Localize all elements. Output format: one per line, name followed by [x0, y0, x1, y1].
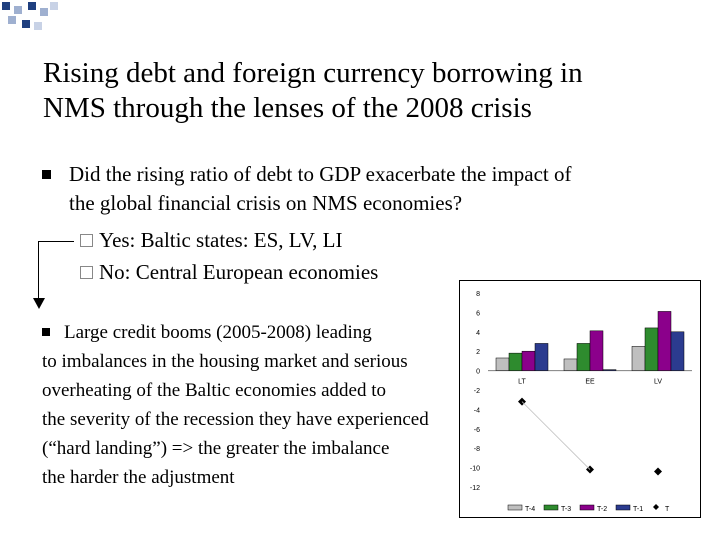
y-tick-label: -6 — [473, 426, 480, 434]
para-line-1: Large credit booms (2005-2008) leading — [64, 322, 372, 343]
bar-T-2-EE — [590, 331, 603, 371]
para-line-2: to imbalances in the housing market and serious — [42, 351, 408, 372]
bullet-1-line-1: Did the rising ratio of debt to GDP exacerbate the impact of — [69, 162, 572, 186]
bar-chart — [459, 280, 701, 518]
bullet-1-line-2: the global financial crisis on NMS economies? — [69, 191, 463, 215]
bar-T-1-EE — [603, 370, 616, 371]
legend-label-T-4: T-4 — [525, 506, 536, 513]
connector-line-vertical — [38, 241, 39, 301]
legend-label-T-2: T-2 — [597, 506, 608, 513]
arrow-down-icon — [33, 298, 45, 310]
legend-label-T-3: T-3 — [561, 506, 572, 513]
bullet-1 — [42, 160, 692, 218]
bar-T-2-LV — [658, 311, 671, 370]
checkbox-icon — [80, 266, 93, 279]
bar-T-1-LV — [671, 332, 684, 371]
chart-svg — [460, 281, 700, 517]
y-tick-label: -2 — [473, 388, 480, 395]
y-tick-label: -8 — [473, 446, 480, 454]
slide-title — [43, 56, 683, 126]
bar-T-4-EE — [564, 359, 577, 371]
y-tick-label: 0 — [476, 368, 480, 376]
y-tick-label: -10 — [469, 465, 480, 473]
bar-T-2-LT — [522, 351, 535, 370]
y-tick-label: 4 — [476, 329, 480, 337]
decorative-squares — [0, 0, 120, 40]
x-category-label: LV — [653, 378, 663, 386]
title-line-1: Rising debt and foreign currency borrowing in — [43, 57, 583, 89]
legend-label-T: T — [665, 506, 670, 513]
para-line-6: the harder the adjustment — [42, 467, 235, 488]
marker-LV — [654, 467, 662, 475]
y-tick-label: 8 — [476, 291, 480, 298]
bar-T-3-LV — [645, 328, 658, 371]
legend-swatch-T-4 — [508, 505, 522, 510]
legend-swatch-T-1 — [616, 505, 630, 510]
title-line-2: NMS through the lenses of the 2008 crisis — [43, 92, 532, 124]
bar-T-3-LT — [509, 353, 522, 370]
y-tick-label: 6 — [476, 310, 480, 318]
sub-bullet-yes-text: Yes: Baltic states: ES, LV, LI — [99, 228, 343, 252]
bullet-square-icon — [42, 328, 50, 336]
legend-swatch-T-2 — [580, 505, 594, 510]
legend-swatch-T — [653, 504, 659, 510]
y-tick-label: -4 — [473, 407, 480, 415]
bar-T-1-LT — [535, 343, 548, 370]
paragraph-credit-booms — [42, 318, 462, 492]
para-line-3: overheating of the Baltic economies added to — [42, 380, 386, 401]
para-line-5: (“hard landing”) => the greater the imbalance — [42, 438, 390, 459]
bar-T-3-EE — [577, 343, 590, 370]
legend-label-T-1: T-1 — [633, 506, 644, 513]
para-line-4: the severity of the recession they have experienced — [42, 409, 429, 430]
y-tick-label: -12 — [469, 485, 480, 492]
x-category-label: EE — [585, 378, 595, 386]
sub-bullet-no-text: No: Central European economies — [99, 260, 379, 284]
sub-bullet-yes — [80, 226, 342, 255]
legend-swatch-T-3 — [544, 505, 558, 510]
bar-T-4-LT — [496, 358, 509, 371]
x-category-label: LT — [518, 378, 526, 386]
connector-line-horizontal — [38, 241, 74, 242]
sub-bullet-no — [80, 258, 378, 287]
bar-T-4-LV — [632, 346, 645, 370]
bullet-square-icon — [42, 170, 51, 179]
y-tick-label: 2 — [476, 349, 480, 357]
checkbox-icon — [80, 234, 93, 247]
marker-connector-line — [522, 402, 590, 470]
